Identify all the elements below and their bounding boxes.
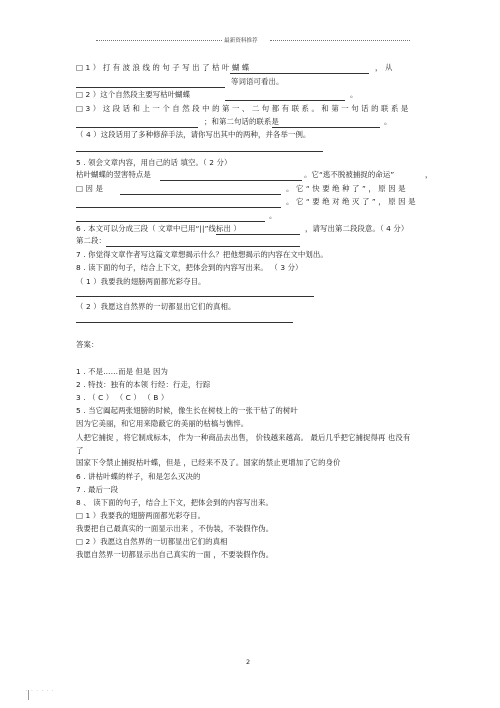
line-q1: □ 1 ） 打 有 波 浪 线 的 句 子 写 出 了 枯 叶 蝴 蝶 — [76, 63, 250, 72]
line-a5e: 国家下令禁止捕捉枯叶蝶，但是 ，已经来不及了。国家的禁止更增加了它的身价 — [76, 458, 341, 467]
line-a1: 1 . 不是……而是 但是 因为 — [76, 367, 168, 376]
line-q5c-right: 。 它 “ 要 绝 对 绝 灭 了 ” ， 原 因 是 — [286, 197, 416, 206]
line-a6: 6 . 讲枯叶蝶的样子，和是怎么灭决的 — [76, 472, 201, 481]
line-a8a2: 我要把自己最真实的一面显示出来 ，不伪装，不装假作伪。 — [76, 524, 274, 533]
header-rule-left — [96, 40, 222, 41]
line-a5b: 因为它美丽，和它用来隐蔽它的美丽的枯槁与憔悴。 — [76, 419, 249, 428]
line-a7: 7 . 最后一段 — [76, 485, 119, 494]
answer-blank[interactable] — [76, 296, 314, 297]
answer-blank[interactable] — [76, 322, 293, 323]
line-q5a: 枯叶蝴蝶的翌害特点是 — [76, 170, 151, 179]
line-a5c: 人把它捕捉 ，将它制成标本， 作为一种商品去出售， 价钱越来越高。 最后几乎把它捕捉得再 也没有 — [76, 433, 411, 442]
page-number: 2 — [246, 658, 251, 666]
line-ans: 答案： — [76, 340, 99, 349]
answer-blank[interactable] — [160, 180, 302, 181]
answer-blank[interactable] — [216, 234, 300, 235]
line-a2: 2 . 特技：独有的本领 行经：行走，行踪 — [76, 380, 211, 389]
line-q5b-right: 。 它 “ 快 要 绝 种 了 ” ， 原 因 是 — [286, 184, 406, 193]
line-q5b: □ 因 是 — [76, 184, 103, 193]
line-a3: 3 . （ C ） （ C ） （ B ） — [76, 393, 169, 402]
line-q8: 8 . 读下面的句子，结合上下文，把体会到的内容写出来。 （ 3 分） — [76, 263, 303, 272]
corner-marks: · · · · · · — [26, 688, 55, 694]
header-rule-right — [270, 40, 410, 41]
header-title: 最新资料推荐 — [224, 38, 258, 44]
line-a8b: □ 2 ）我愿这自然界的一切都显出它们的真相 — [76, 537, 228, 546]
line-a8b2: 我愿自然界一切都显示出自己真实的一面 ，不要装假作伪。 — [76, 550, 274, 559]
answer-blank[interactable] — [76, 127, 198, 128]
line-q8b: （ 2 ）我愿这自然界的一切都显出它们的真相。 — [76, 302, 236, 311]
line-q3: □ 3 ） 这 段 话 和 上 一 个 自 然 段 中 的 第 一 、 二 句 都 有 联 系 。 和 第 一 句 话 的 联 系 是 — [76, 104, 409, 113]
line-q7: 7 . 你觉得文章作者写这篇文章想揭示什么？把他想揭示的内容在文中划出。 — [76, 250, 328, 259]
line-q4: （ 4 ）这段话用了多种修辞手法，请你写出其中的两种，并各举一例。 — [76, 130, 311, 139]
line-a8a: □ 1 ）我要我的翅膀两面都光彩夺目。 — [76, 511, 206, 520]
answer-blank[interactable] — [225, 100, 345, 101]
answer-blank[interactable] — [76, 207, 281, 208]
line-q2: □ 2 ）这个自然段主要写枯叶蝴蝶 — [76, 90, 191, 99]
line-q3b-right: 。 — [384, 117, 392, 126]
line-q6: 6 . 本文可以分成三段（ 文章中已用“||”线标出 ） — [76, 224, 241, 233]
line-q6b: 第二段： — [76, 236, 106, 245]
answer-blank[interactable] — [76, 87, 225, 88]
line-q5a-right: ， — [425, 170, 433, 179]
line-a8: 8 、 读下面的句子，结合上下文，把体会到的内容写出来。 — [76, 498, 273, 507]
answer-blank[interactable] — [120, 194, 281, 195]
line-a5d: 了 — [76, 446, 84, 455]
line-q6-right: ，请写出第二段段意。（ 4 分） — [305, 224, 409, 233]
line-q5: 5 . 领会文章内容，用自己的话 填空。（ 2 分） — [76, 158, 232, 167]
line-a5a: 5 . 当它阖起两张翅膀的时候，像生长在树枝上的一张干枯了的树叶 — [76, 406, 298, 415]
answer-blank[interactable] — [76, 151, 323, 152]
line-q5a-mid: 。它“逃不脱被捕捉的命运” — [304, 170, 395, 179]
answer-blank[interactable] — [230, 73, 369, 74]
answer-blank[interactable] — [76, 221, 265, 222]
line-q3b: ；和第二句话的联系是 — [204, 117, 279, 126]
answer-blank[interactable] — [272, 127, 380, 128]
line-q2-right: 。 — [350, 90, 358, 99]
answer-blank[interactable] — [106, 246, 300, 247]
line-q8a: （ 1 ）我要我的翅膀两面都光彩夺目。 — [76, 277, 206, 286]
corner-tick — [28, 690, 29, 700]
line-q1b: 等词语可看出。 — [231, 77, 284, 86]
line-q5d-right: 。 — [269, 211, 277, 220]
line-q1-right: ， 从 — [375, 63, 393, 72]
